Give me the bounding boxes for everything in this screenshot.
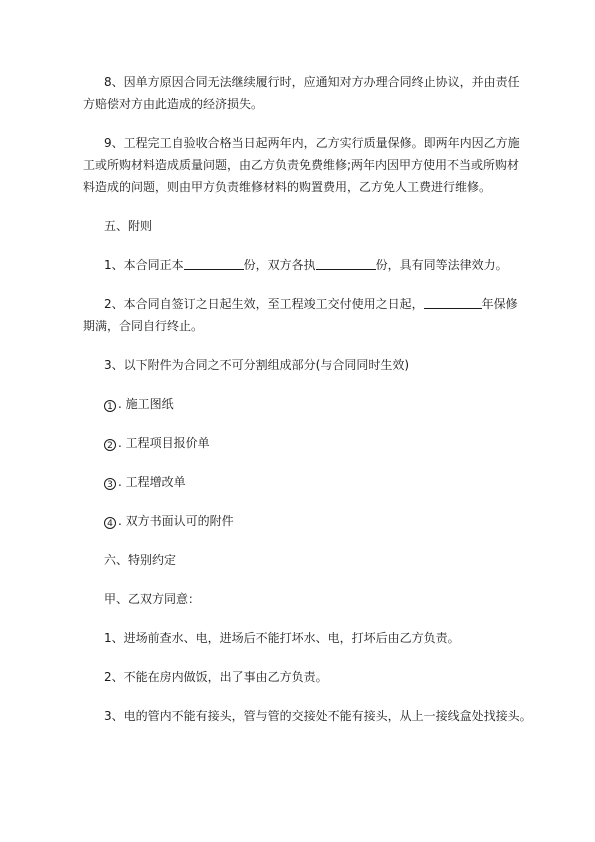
attachment-3 xyxy=(104,470,554,495)
circled-number: 4 xyxy=(104,517,116,529)
section-6-heading: 六、特别约定 xyxy=(104,553,177,567)
clause-9-line-2: 工或所购材料造成质量问题，由乙方负责免费维修;两年内因甲方使用不当或所购材 xyxy=(83,158,520,172)
section-6-item-3: 3、电的管内不能有接头，管与管的交接处不能有接头，从上一接线盒处找接头。 xyxy=(104,709,532,723)
warranty-years-blank xyxy=(424,297,482,309)
item-2-text-b: 年保修 xyxy=(481,297,518,311)
clause-8-line-1: 8、因单方原因合同无法继续履行时，应通知对方办理合同终止协议，并由责任 xyxy=(104,75,520,89)
section-5-item-3: 3、以下附件为合同之不可分割组成部分(与合同同时生效) xyxy=(104,358,410,372)
attachment-label: . 双方书面认可的附件 xyxy=(118,514,234,528)
item-1-text-b: 份，双方各执 xyxy=(243,258,316,272)
circled-number: 1 xyxy=(104,400,116,412)
circled-number: 2 xyxy=(104,439,116,451)
attachment-1 xyxy=(104,392,554,417)
clause-9-line-3: 料造成的问题，则由甲方负责维修材料的购置费用，乙方免人工费进行维修。 xyxy=(83,180,492,194)
circled-number: 3 xyxy=(104,478,116,490)
copies-blank xyxy=(184,258,244,270)
item-2-text-a: 2、本合同自签订之日起生效，至工程竣工交付使用之日起， xyxy=(104,297,424,311)
section-5-item-2-line-2: 期满，合同自行终止。 xyxy=(83,319,204,333)
section-5-item-1 xyxy=(104,253,554,278)
clause-9-line-1: 9、工程完工自验收合格当日起两年内，乙方实行质量保修。即两年内因乙方施 xyxy=(104,136,520,150)
attachment-label: . 工程增改单 xyxy=(118,475,186,489)
attachment-4 xyxy=(104,509,554,534)
copies-each-blank xyxy=(316,258,376,270)
section-6-intro: 甲、乙双方同意： xyxy=(104,592,201,606)
attachment-label: . 施工图纸 xyxy=(118,397,174,411)
section-6-item-1: 1、进场前查水、电，进场后不能打坏水、电，打坏后由乙方负责。 xyxy=(104,631,460,645)
section-6-item-2: 2、不能在房内做饭，出了事由乙方负责。 xyxy=(104,670,328,684)
attachment-2 xyxy=(104,431,554,456)
item-1-text-c: 份，具有同等法律效力。 xyxy=(375,258,508,272)
section-5-heading: 五、附则 xyxy=(104,219,153,233)
clause-8-line-2: 方赔偿对方由此造成的经济损失。 xyxy=(83,97,264,111)
attachment-label: . 工程项目报价单 xyxy=(118,436,210,450)
item-1-text-a: 1、本合同正本 xyxy=(104,258,184,272)
